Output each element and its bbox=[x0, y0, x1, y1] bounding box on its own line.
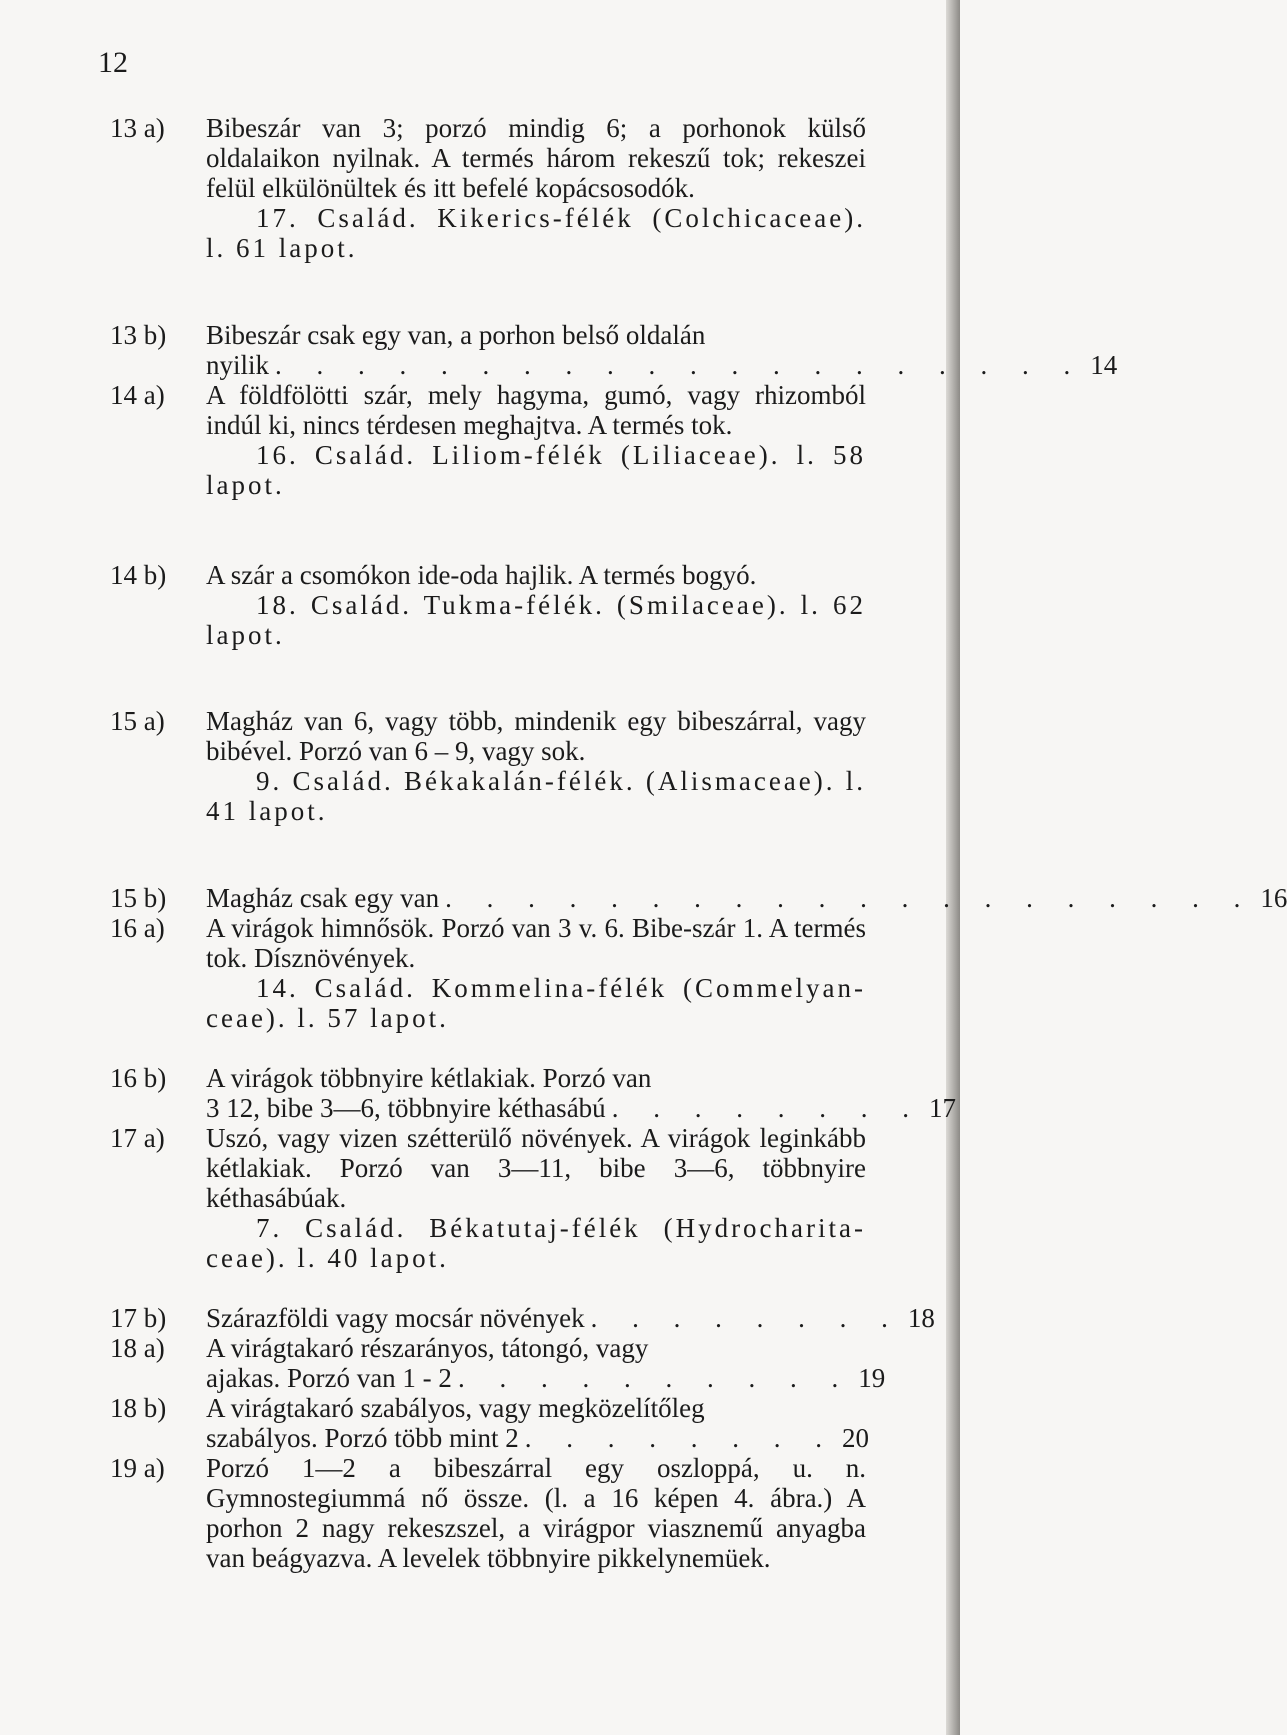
family-reference: 17. Család. Kikerics-félék (Colchicaceae). l. 61 lapot. bbox=[206, 203, 866, 263]
family-reference: 7. Család. Békatutaj-félék (Hydrocharita-ceae). l. 40 lapot. bbox=[206, 1213, 866, 1273]
entry-description: A szár a csomókon ide-oda hajlik. A termés bogyó. bbox=[206, 560, 757, 590]
leader-dots: . . . . . . . . . . bbox=[457, 1363, 853, 1393]
leader-line bbox=[206, 1303, 935, 1333]
family-reference: 9. Család. Békakalán-félék. (Alismaceae). l. 41 lapot. bbox=[206, 766, 866, 826]
leader-dots: . . . . . . . . bbox=[524, 1423, 836, 1453]
page-edge-shadow bbox=[946, 0, 960, 1735]
entry-label: 17 a) bbox=[110, 1123, 165, 1153]
entry-description: Uszó, vagy vizen szétterülő növények. A virágok leginkább kétlakiak. Porzó van 3—11, bibe 3—6, többnyire kéthasábúak. bbox=[206, 1123, 866, 1213]
entry-label: 18 b) bbox=[110, 1393, 167, 1423]
leader-text: 3 12, bibe 3—6, többnyire kéthasábú bbox=[206, 1093, 606, 1123]
entry-text bbox=[206, 883, 1287, 913]
entry-label: 15 b) bbox=[110, 883, 167, 913]
entry-description: Porzó 1—2 a bibeszárral egy oszloppá, u. n. Gymnostegiummá nő össze. (l. a 16 képen 4. ábra.) A porhon 2 nagy rekeszszel, a virágpor viasznemű anyagba van beágyazva. A levelek többnyire pikkelynemüek. bbox=[206, 1453, 866, 1573]
leader-line bbox=[206, 1093, 956, 1123]
leader-dots: . . . . . . . . bbox=[590, 1303, 902, 1333]
family-reference: 14. Család. Kommelina-félék (Commelyan-ceae). l. 57 lapot. bbox=[206, 973, 866, 1033]
entry-description: A földfölötti szár, mely hagyma, gumó, vagy rhizomból indúl ki, nincs térdesen meghajtva. A termés tok. bbox=[206, 380, 866, 440]
entry-description: A virágtakaró részarányos, tátongó, vagy bbox=[206, 1333, 649, 1363]
entry-label: 14 a) bbox=[110, 380, 165, 410]
goto-number[interactable]: 18 bbox=[907, 1303, 935, 1333]
entry-label: 17 b) bbox=[110, 1303, 167, 1333]
entry-label: 13 a) bbox=[110, 113, 165, 143]
leader-dots: . . . . . . . . bbox=[611, 1093, 923, 1123]
leader-text: szabályos. Porzó több mint 2 bbox=[206, 1423, 519, 1453]
entry-label: 16 a) bbox=[110, 913, 165, 943]
entry-text bbox=[206, 560, 866, 650]
entry-description: Bibeszár van 3; porzó mindig 6; a porhonok külső oldalaikon nyilnak. A termés három rekeszű tok; rekeszei felül elkülönültek és itt befelé kopácsosodók. bbox=[206, 113, 866, 203]
family-reference: 16. Család. Liliom-félék (Liliaceae). l. 58 lapot. bbox=[206, 440, 866, 500]
entry-description: Magház van 6, vagy több, mindenik egy bibeszárral, vagy bibével. Porzó van 6 – 9, vagy sok. bbox=[206, 706, 866, 766]
entry-label: 18 a) bbox=[110, 1333, 165, 1363]
leader-text: nyilik bbox=[206, 350, 270, 380]
entry-text bbox=[206, 1393, 869, 1453]
entry-description: Bibeszár csak egy van, a porhon belső oldalán bbox=[206, 320, 706, 350]
goto-number[interactable]: 14 bbox=[1090, 350, 1118, 380]
entry-description: A virágok többnyire kétlakiak. Porzó van bbox=[206, 1063, 652, 1093]
entry-label: 16 b) bbox=[110, 1063, 167, 1093]
family-reference: 18. Család. Tukma-félék. (Smilaceae). l. 62 lapot. bbox=[206, 590, 866, 650]
entry-text bbox=[206, 1453, 866, 1573]
leader-text: ajakas. Porzó van 1 - 2 bbox=[206, 1363, 452, 1393]
leader-line bbox=[206, 883, 1287, 913]
entry-text bbox=[206, 1063, 956, 1123]
leader-line bbox=[206, 350, 1118, 380]
leader-text: Szárazföldi vagy mocsár növények bbox=[206, 1303, 585, 1333]
goto-number[interactable]: 16 bbox=[1260, 883, 1287, 913]
entry-label: 14 b) bbox=[110, 560, 167, 590]
leader-text: Magház csak egy van bbox=[206, 883, 440, 913]
entry-text bbox=[206, 706, 866, 826]
entry-text bbox=[206, 1333, 886, 1393]
entry-label: 13 b) bbox=[110, 320, 167, 350]
entry-label: 19 a) bbox=[110, 1453, 165, 1483]
leader-line bbox=[206, 1363, 886, 1393]
entry-text bbox=[206, 320, 1118, 380]
page-number: 12 bbox=[98, 46, 128, 79]
entry-text bbox=[206, 913, 866, 1033]
leader-dots: . . . . . . . . . . . . . . . . . . . . bbox=[275, 350, 1085, 380]
entry-text bbox=[206, 113, 866, 263]
entry-description: A virágok himnősök. Porzó van 3 v. 6. Bibe-szár 1. A termés tok. Dísznövények. bbox=[206, 913, 866, 973]
goto-number[interactable]: 20 bbox=[841, 1423, 869, 1453]
entry-label: 15 a) bbox=[110, 706, 165, 736]
goto-number[interactable]: 19 bbox=[858, 1363, 886, 1393]
entry-description: A virágtakaró szabályos, vagy megközelítőleg bbox=[206, 1393, 705, 1423]
entry-text bbox=[206, 1303, 935, 1333]
entry-text bbox=[206, 380, 866, 500]
entry-text bbox=[206, 1123, 866, 1273]
leader-dots: . . . . . . . . . . . . . . . . . . . . bbox=[445, 883, 1255, 913]
leader-line bbox=[206, 1423, 869, 1453]
goto-number[interactable]: 17 bbox=[928, 1093, 956, 1123]
